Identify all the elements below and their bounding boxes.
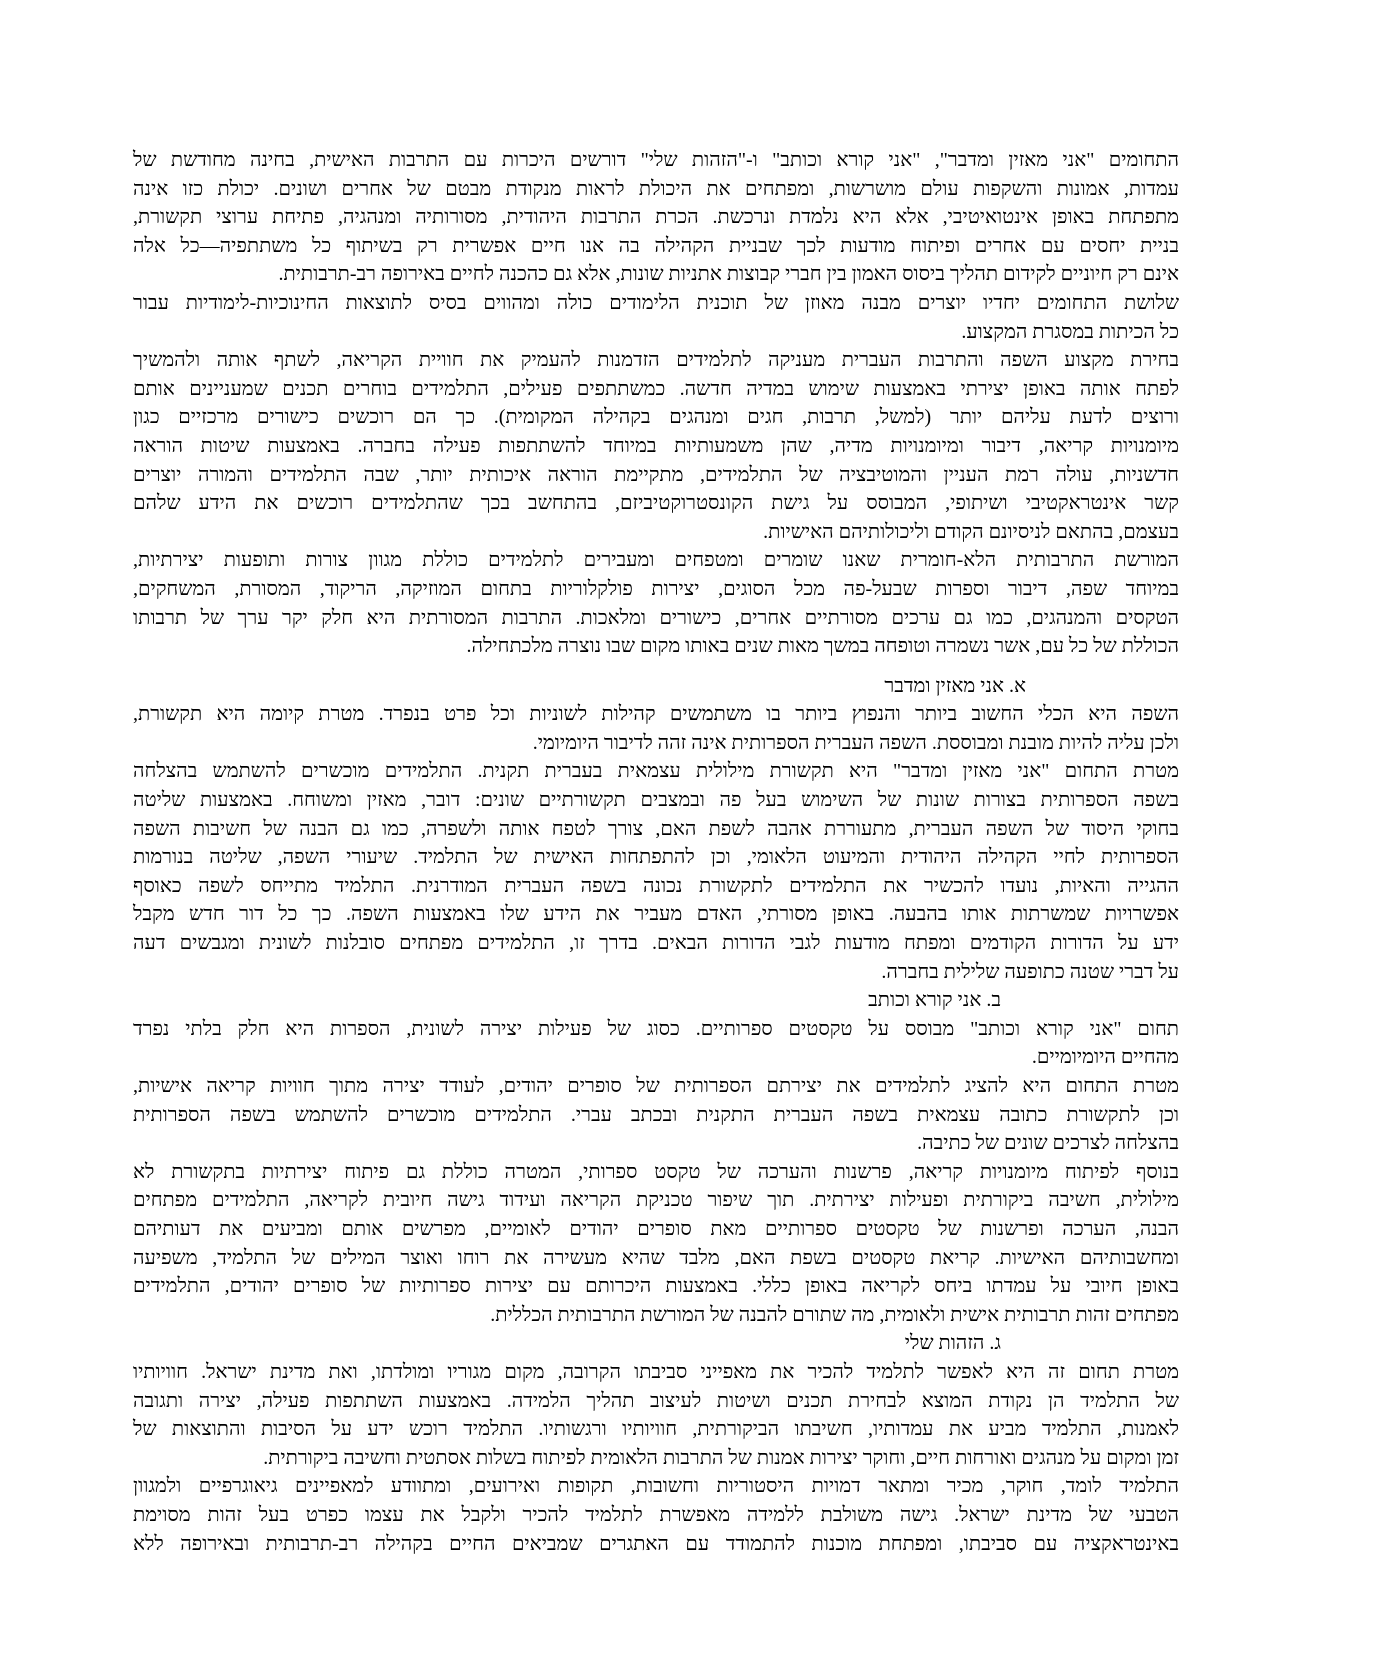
text-line: כל הכיתות במסגרת המקצוע.: [961, 320, 1179, 343]
text-line: מטרת התחום היא להציג לתלמידים את יצירתם הספרותית של סופרים יהודים, לעודד יצירה מתוך חוויות קריאה אישיות,: [133, 1075, 1179, 1097]
text-line: במיוחד שפה, דיבור וספרות שבעל-פה מכל הסוגים, יצירות פולקלוריות בתחום המוזיקה, הריקוד, המסורת, המשחקים,: [133, 577, 1179, 600]
text-line: ההגייה והאיות, נועדו להכשיר את התלמידים לתקשורת נכונה בשפה העברית המודרנית. התלמיד מתייחס לשפה כאוסף: [133, 874, 1179, 897]
paragraph: [133, 700, 1179, 757]
text-line: אפשרויות שמשרתות אותו בהבעה. באופן מסורתי, האדם מעביר את הידע שלו באמצעות השפה. כך כל דור חדש מקבל: [133, 903, 1179, 926]
text-line: המורשת התרבותית הלא-חומרית שאנו שומרים ומטפחים ומעבירים לתלמידים כוללת מגוון צורות ותופעות יצירתיות,: [133, 549, 1179, 572]
text-line: בחוקי היסוד של השפה העברית, מתעוררת אהבה לשפת האם, צורך לטפח אותה ולשפרה, כמו גם הבנה של חשיבות השפה: [133, 817, 1179, 840]
text-line: בנוסף לפיתוח מיומנויות קריאה, פרשנות והערכה של טקסט ספרותי, המטרה כוללת גם פיתוח יצירתיות בתקשורת לא: [133, 1160, 1179, 1183]
text-line: מפתחים זהות תרבותית אישית ולאומית, מה שתורם להבנה של המורשת התרבותית הכללית.: [490, 1303, 1179, 1326]
text-line: התחומים "אני מאזין ומדבר", "אני קורא וכותב" ו-"הזהות שלי" דורשים היכרות עם התרבות האישית, בחינה מחודשת של: [133, 149, 1179, 171]
section-heading: ב. אני קורא וכותב: [868, 989, 1001, 1012]
paragraph: [133, 346, 1179, 546]
text-line: הטקסים והמנהגים, כמו גם ערכים מסורתיים אחרים, כישורים ומלאכות. התרבות המסורתית היא חלק יקר ערך של תרבותו: [133, 606, 1179, 629]
text-line: בשפה הספרותית בצורות שונות של השימוש בעל פה ובמצבים תקשורתיים שונים: דובר, מאזין ומשוחח. באמצעות שליטה: [133, 789, 1179, 812]
text-line: אינם רק חיוניים לקידום תהליך ביסוס האמון בין חברי קבוצות אתניות שונות, אלא גם כהכנה לחיים באירופה רב-תרבותית.: [278, 263, 1179, 286]
paragraph: [133, 1472, 1179, 1558]
text-line: מטרת תחום זה היא לאפשר לתלמיד להכיר את מאפייני סביבתו הקרובה, מקום מגוריו ומולדתו, ואת מדינת ישראל. חוויותיו: [133, 1360, 1179, 1383]
text-line: הבנה, הערכה ופרשנות של טקסטים ספרותיים מאת סופרים יהודים לאומיים, מפרשים אותם ומביעים את דעותיהם: [133, 1217, 1179, 1240]
text-line: ורוצים לדעת עליהם יותר (למשל, תרבות, חגים ומנהגים בקהילה המקומית). כך הם רוכשים כישורים מרכזיים כגון: [133, 406, 1179, 429]
text-line: השפה היא הכלי החשוב ביותר והנפוץ ביותר בו משתמשים קהילות לשוניות וכל פרט בנפרד. מטרת קיומה היא תקשורת,: [133, 703, 1179, 726]
text-line: מטרת התחום "אני מאזין ומדבר" היא תקשורת מילולית עצמאית בעברית תקנית. התלמידים מוכשרים להשתמש בהצלחה: [133, 760, 1179, 783]
text-line: באופן חיובי על עמדתו ביחס לקריאה באופן כללי. באמצעות היכרותם עם יצירות ספרותיות של סופרים יהודים, התלמידים: [133, 1275, 1179, 1298]
paragraph: [133, 546, 1179, 660]
paragraph: [133, 1158, 1179, 1330]
text-line: של התלמיד הן נקודת המוצא לבחירת תכנים ושיטות לעיצוב תהליך הלמידה. באמצעות השתתפות פעילה, יצירה ותגובה: [133, 1389, 1179, 1412]
text-line: קשר אינטראקטיבי ושיתופי, המבוסס על גישת הקונסטרוקטיביזם, בהתחשב בכך שהתלמידים רוכשים את הידע שלהם: [133, 492, 1179, 515]
paragraph: [133, 1015, 1179, 1072]
text-line: חדשניות, עולה רמת העניין והמוטיבציה של התלמידים, מתקיימת הוראה איכותית יותר, שבה התלמידים והמורה יוצרים: [133, 463, 1179, 486]
text-line: בהצלחה לצרכים שונים של כתיבה.: [917, 1132, 1179, 1155]
text-line: בעצמם, בהתאם לניסיונם הקודם וליכולותיהם האישיות.: [763, 520, 1179, 543]
text-line: על דברי שטנה כתופעה שלילית בחברה.: [881, 960, 1179, 983]
text-line: ידע על הדורות הקודמים ומפתח מודעות לגבי הדורות הבאים. בדרך זו, התלמידים מפתחים סובלנות לשונית ומגבשים דעה: [133, 932, 1179, 955]
text-line: מהחיים היומיומיים.: [1031, 1046, 1179, 1069]
paragraph: [133, 146, 1179, 289]
paragraph: [133, 289, 1179, 346]
text-line: עמדות, אמונות והשקפות עולם מושרשות, ומפתחים את היכולת לראות מנקודת מבטם של אחרים ושונים. יכולת כזו אינה: [133, 177, 1179, 200]
paragraph: [133, 1358, 1179, 1472]
text-line: הטבעי של מדינת ישראל. גישה משולבת ללמידה מאפשרת לתלמיד להכיר ולקבל את עצמו כפרט בעל זהות מסוימת: [133, 1503, 1179, 1526]
text-line: מיומנויות קריאה, דיבור ומיומנויות מדיה, שהן משמעותיות במיוחד להשתתפות פעילה בחברה. באמצעות שיטות הוראה: [133, 434, 1179, 457]
text-line: באינטראקציה עם סביבתו, ומפתחת מוכנות להתמודד עם האתגרים שמביאים החיים בקהילה רב-תרבותית ובאירופה ללא: [133, 1532, 1179, 1555]
paragraph: [133, 757, 1179, 986]
text-line: מתפתחת באופן אינטואיטיבי, אלא היא נלמדת ונרכשת. הכרת התרבות היהודית, מסורותיה ומנהגיה, פתיחת ערוצי תקשורת,: [133, 206, 1179, 229]
section-heading: א. אני מאזין ומדבר: [884, 674, 1026, 697]
text-line: שלושת התחומים יחדיו יוצרים מבנה מאוזן של תוכנית הלימודים כולה ומהווים בסיס לתוצאות החינוכיות-לימודיות עבור: [133, 291, 1179, 314]
text-line: בניית יחסים עם אחרים ופיתוח מודעות לכך שבניית הקהילה בה אנו חיים אפשרית רק בשיתוף כל משתתפיה—כל אלה: [133, 234, 1179, 257]
text-line: וכן לתקשורת כתובה עצמאית בשפה העברית התקנית ובכתב עברי. התלמידים מוכשרים להשתמש בשפה הספרותית: [133, 1103, 1179, 1126]
text-line: זמן ומקום על מנהגים ואורחות חיים, וחוקר יצירות אמנות של התרבות הלאומית לפיתוח בשלות אסתטית וחשיבה ביקורתית.: [263, 1446, 1179, 1469]
text-line: בחירת מקצוע השפה והתרבות העברית מעניקה לתלמידים הזדמנות להעמיק את חוויית הקריאה, לשתף אותה ולהמשיך: [133, 349, 1179, 372]
spacer: [133, 661, 1179, 672]
document-body: [133, 146, 1179, 1558]
text-line: ומחשבותיהם האישיות. קריאת טקסטים בשפת האם, מלבד שהיא מעשירה את רוחו ואוצר המילים של התלמיד, משפיעה: [133, 1246, 1179, 1269]
paragraph: [133, 1072, 1179, 1158]
section-heading: ג. הזהות שלי: [904, 1332, 1001, 1355]
text-line: התלמיד לומד, חוקר, מכיר ומתאר דמויות היסטוריות וחשובות, תקופות ואירועים, ומתוודע למאפיינים גיאוגרפיים ולמגוון: [133, 1475, 1179, 1498]
text-line: הכוללת של כל עם, אשר נשמרה וטופחה במשך מאות שנים באותו מקום שבו נוצרה מלכתחילה.: [466, 635, 1179, 658]
text-line: הספרותית לחיי הקהילה היהודית והמיעוט הלאומי, וכן להתפתחות האישית של התלמיד. שיעורי השפה, שליטה בנורמות: [133, 846, 1179, 869]
text-line: ולכן עליה להיות מובנת ומבוססת. השפה העברית הספרותית אינה זהה לדיבור היומיומי.: [532, 731, 1179, 754]
text-line: תחום "אני קורא וכותב" מבוסס על טקסטים ספרותיים. כסוג של פעילות יצירה לשונית, הספרות היא חלק בלתי נפרד: [133, 1017, 1179, 1040]
text-line: לפתח אותה באופן יצירתי באמצעות שימוש במדיה חדשה. כמשתתפים פעילים, התלמידים בוחרים תכנים שמעניינים אותם: [133, 377, 1179, 400]
text-line: לאמנות, התלמיד מביע את עמדותיו, חשיבתו הביקורתית, חוויותיו ורגשותיו. התלמיד רוכש ידע על הסיבות והתוצאות של: [133, 1418, 1179, 1441]
text-line: מילולית, חשיבה ביקורתית ופעילות יצירתית. תוך שיפור טכניקת הקריאה ועידוד גישה חיובית לקריאה, התלמידים מפתחים: [133, 1189, 1179, 1212]
